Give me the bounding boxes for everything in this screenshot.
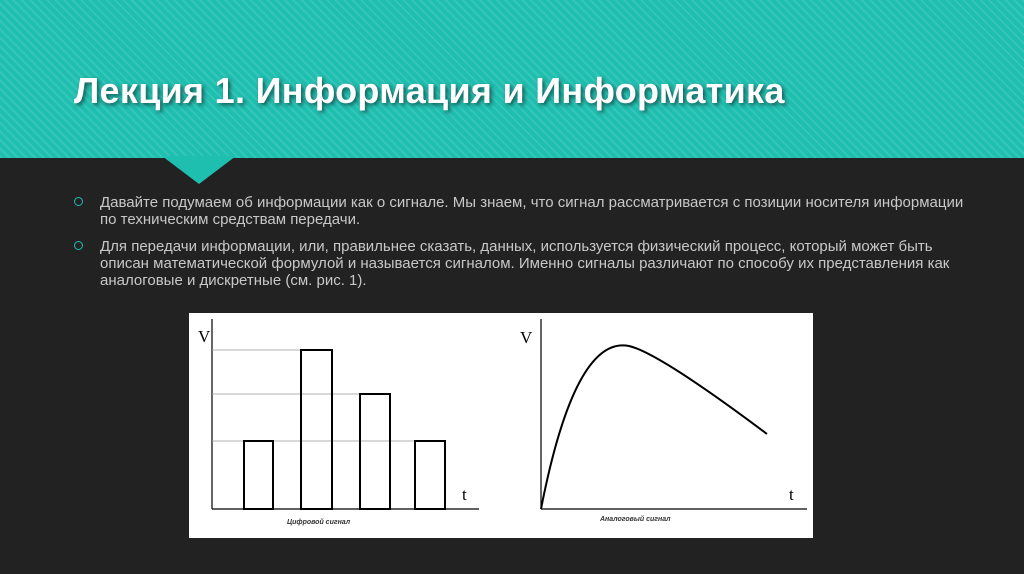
analog-curve bbox=[541, 345, 767, 509]
digital-pulse bbox=[415, 441, 445, 509]
bullet-text: Давайте подумаем об информации как о сигнале. Мы знаем, что сигнал рассматривается с позиции носителя информации по техническим средствам передачи. bbox=[100, 194, 964, 228]
title-banner bbox=[0, 0, 1024, 158]
circle-bullet-icon bbox=[74, 197, 83, 206]
digital-y-label: V bbox=[198, 327, 211, 346]
bullet-text: Для передачи информации, или, правильнее сказать, данных, используется физический процесс, который может быть описан математической формулой и называется сигналом. Именно сигналы различают по способу их представления как аналоговые и дискретные (см. рис. 1). bbox=[100, 238, 950, 289]
analog-caption: Аналоговый сигнал bbox=[600, 516, 671, 523]
slide-title: Лекция 1. Информация и Информатика bbox=[74, 70, 785, 111]
digital-pulse bbox=[244, 441, 273, 509]
signal-figure-svg bbox=[189, 313, 813, 538]
digital-caption: Цифровой сигнал bbox=[287, 519, 351, 526]
banner-notch bbox=[162, 156, 236, 184]
circle-bullet-icon bbox=[74, 241, 83, 250]
analog-x-label: t bbox=[789, 485, 794, 504]
bullet-item bbox=[72, 238, 972, 289]
bullet-list bbox=[72, 194, 972, 299]
analog-y-label: V bbox=[520, 328, 533, 347]
digital-pulse bbox=[301, 350, 332, 509]
signal-figure bbox=[189, 313, 813, 538]
digital-x-label: t bbox=[462, 485, 467, 504]
digital-pulse bbox=[360, 394, 390, 509]
bullet-item bbox=[72, 194, 972, 228]
